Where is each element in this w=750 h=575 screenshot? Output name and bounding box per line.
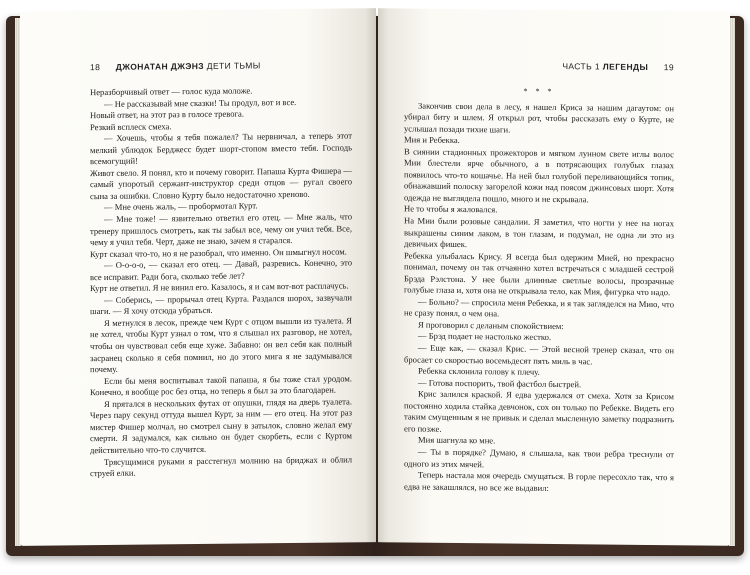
paragraph: — Мне тоже! — язвительно ответил его отец. — Мне жаль, что тренеру пришлось смотреть, как ты забыл все, чему он учил тебя. Все, чему я учил тебя. Черт, даже не знаю, зачем я старался. [90,211,352,248]
paragraph: — Не рассказывай мне сказки! Ты продул, вот и все. [104,96,297,109]
paragraph: Я прятался в нескольких футах от опушки, глядя на дверь туалета. Через пару секунд оттуда вышел Курт, за ним — его отец. На этот раз мистер Фишер молчал, но смотрел сыну в затылок, словно желал ему смерти. Я задумался, как сильно он будет скорбеть, если с Куртом действительно что-то случится. [90,396,352,456]
right-running-header [398,59,674,72]
paragraph: Если бы меня воспитывал такой папаша, я бы тоже стал уродом. Конечно, я вообще рос без отца, но теперь я был за это благодарен. [90,373,352,398]
paragraph: Трясущимися руками я расстегнул молнию на бриджах и облил струей елки. [90,453,352,479]
left-page [20,8,376,546]
paragraph: Мия шагнула ко мне. [418,434,496,446]
part-title: ЛЕГЕНДЫ [602,61,649,72]
left-page-number: 18 [90,62,101,73]
right-page-text [404,84,674,495]
paragraph: — Брэд подает не настолько жестко. [418,331,552,343]
paragraph: Я проговорил с деланым спокойствием: [418,319,564,332]
paragraph: — Мне очень жаль, — пробормотал Курт. [104,200,258,213]
paragraph: — Готова поспорить, твой фастбол быстрей. [418,377,582,389]
paragraph: Я метнулся в лесок, прежде чем Курт с отцом вышли из туалета. Я не хотел, чтобы Курт узнал о том, что я слышал их разговор, не хотел, чтобы он чувствовал себя еще хуже. Забавно: он вел себя как полный засранец сколько я себя помнил, но до этого мига я не задумывался почему. [90,315,352,375]
open-book [6,10,744,558]
paragraph: Теперь настала моя очередь смущаться. В горле пересохло так, что я едва не закашлялся, но все же выдавил: [404,469,674,493]
paragraph: — О-о-о-о, — сказал его отец. — Давай, разревись. Конечно, это все исправит. Ради бога, сколько тебе лет? [90,257,352,282]
right-page [378,8,730,546]
paragraph: Живот свело. Я понял, кто и почему говорит. Папаша Курта Фишера — самый упоротый сержант-инструктор среди отцов — ругал своего сына за ошибки. Словно Курту было недостаточно хреново. [90,165,352,202]
paragraph: — Еще как, — сказал Крис. — Этой весной тренер сказал, что он бросает со скоростью восемьдесят пять миль в час. [404,342,674,366]
paragraph: Новый ответ, на этот раз в голосе тревога. [90,108,245,121]
paragraph: Курт сказал что-то, но я не разобрал, что именно. Он шмыгнул носом. [90,246,347,259]
paragraph: На Мии были розовые сандалии. Я заметил, что ногти у нее на ногах выкрашены синим лаком, в тон глазам, и подумал, не одна ли это из девичьих фишек. [404,215,674,250]
paragraph: Курт не ответил. Я не винил его. Казалось, я и сам вот-вот расплачусь. [90,280,349,294]
paragraph: Неразборчивый ответ — голос куда моложе. [90,85,253,98]
part-label: ЧАСТЬ 1 [562,61,600,72]
paragraph: Ребекка склонила голову к плечу. [418,365,540,377]
paragraph: Резкий всплеск смеха. [90,120,172,132]
paragraph: Крис залился краской. Я едва удержался от смеха. Хотя за Крисом постоянно ходила стайка девчонок, сох он только по Ребекке. Видеть его таким смущенным я не привык и сделал мысленную заметку подразнить его позже. [404,388,674,434]
paragraph: — Соберись, — прорычал отец Курта. Раздался шорох, зазвучали шаги. — Я хочу отсюда убраться. [90,292,352,317]
left-page-text [90,84,352,479]
right-page-number: 19 [663,62,674,73]
paragraph: — Больно? — спросила меня Ребекка, и я так загляделся на Мию, что не сразу понял, о чем она. [404,296,674,319]
section-break: * * * [523,86,555,97]
paragraph: — Ты в порядке? Думаю, я слышала, как твои ребра треснули от одного из этих мячей. [404,446,674,469]
left-running-header [90,59,356,72]
author-name: ДЖОНАТАН ДЖЭНЗ [115,60,205,72]
paragraph: Не то чтобы я жаловался. [404,203,498,215]
paragraph: — Хочешь, чтобы я тебя пожалел? Ты нервничал, а теперь этот мелкий ублюдок Берджесс будет шорт-стопом вместо тебя. Господь всемогущий! [90,130,352,167]
paragraph: В сиянии стадионных прожекторов и мягком лунном свете иглы волос Мии блестели ярче обычного, а в потрясающих голубых глазах появилось что-то кошачье. На ней был голубой переливающийся топик, обнажавший полоску загорелой кожи над поясом джинсовых шорт. Хотя одежда не выглядела пошло, много и не скрывала. [404,146,674,205]
paragraph: Ребекка улыбалась Крису. Я всегда был одержим Мией, но прекрасно понимал, почему он так отчаянно хотел встречаться с младшей сестрой Брэда Рэлстона. У нее были длинные светлые волосы, прозрачные голубые глаза и, хотя она не открывала тело, как Мия, фигурка что надо. [404,250,674,298]
book-title: ДЕТИ ТЬМЫ [206,60,261,71]
paragraph: Закончив свои дела в лесу, я нашел Криса за нашим дагаутом: он убирал биту и шлем. Я открыл рот, чтобы рассказать ему о Курте, не услышал позади тихие шаги. [404,100,674,135]
paragraph: Мия и Ребекка. [404,134,460,146]
